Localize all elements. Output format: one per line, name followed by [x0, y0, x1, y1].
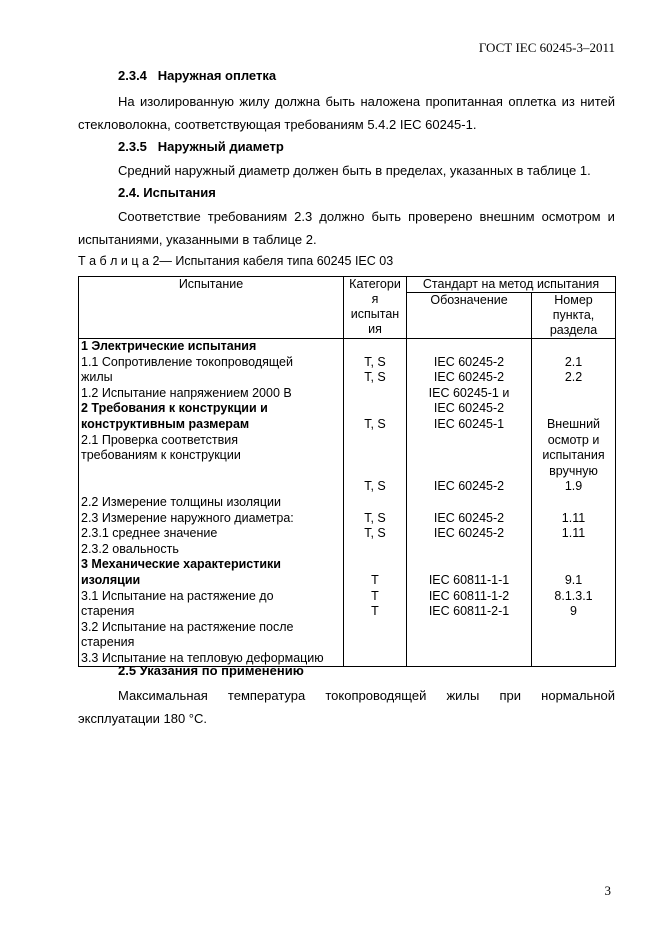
table-cell-des: IEC 60245-2 [433, 401, 505, 416]
table-cell-cl: 2.2 [564, 370, 583, 385]
header-designation: Обозначение [407, 293, 532, 339]
table-cell-test: 2.3.2 овальность [81, 541, 179, 556]
word: наложена [360, 94, 421, 109]
table-cell-test: 2.3 Измерение наружного диаметра: [81, 510, 294, 525]
header-clause: Номер пункта, раздела [532, 293, 616, 339]
table-cell-des: IEC 60811-1-1 [428, 572, 510, 587]
table-body-row [79, 339, 616, 667]
table-cell-cl: 1.11 [561, 526, 586, 541]
table-cell-cl: Внешний [546, 416, 601, 431]
table-cell-test [81, 464, 341, 480]
word: температура [227, 688, 306, 703]
table-cell-cat [346, 542, 404, 558]
table-cell-cat [346, 401, 404, 417]
table-cell-cl [534, 557, 613, 573]
word: жилы [446, 688, 480, 703]
word: требованиям [207, 209, 288, 224]
table-cell-cl [534, 635, 613, 651]
word: нитей [580, 94, 615, 109]
section-number: 2.3.5 [118, 139, 147, 154]
paragraph-line: Средний наружный диаметр должен быть в пределах, указанных в таблице 1. [118, 163, 591, 178]
table-cell-cl: вручную [549, 463, 598, 478]
table-cell-cl [534, 495, 613, 511]
table-cell-cat: T [371, 604, 379, 619]
word: нормальной [541, 688, 615, 703]
header-test: Испытание [79, 277, 344, 339]
table-cell-test: 3 Механические характеристики [81, 557, 281, 572]
table-cell-cl: 8.1.3.1 [554, 588, 593, 603]
word: Соответствие [118, 209, 201, 224]
table-cell-des [409, 339, 529, 355]
table-cell-test: 2.1 Проверка соответствия [81, 432, 239, 447]
table-cell-des: IEC 60245-2 [433, 370, 505, 385]
table-cell-test: 3.2 Испытание на растяжение после [81, 619, 294, 634]
column-category [344, 339, 407, 667]
table-cell-test: жилы [81, 370, 113, 385]
table-cell-des [409, 620, 529, 636]
table-cell-test: старения [81, 604, 135, 619]
table-caption-label: Т а б л и ц а 2 [78, 254, 160, 268]
table-cell-test: 1 Электрические испытания [81, 339, 257, 353]
table-cell-des: IEC 60811-1-2 [428, 588, 510, 603]
table-cell-des [409, 635, 529, 651]
table-cell-cl: 1.11 [561, 510, 586, 525]
table-cell-test [81, 479, 341, 495]
section-heading-2-3-5 [118, 139, 284, 154]
table-cell-des [409, 495, 529, 511]
header-standard: Стандарт на метод испытания [407, 277, 616, 293]
word: должно [319, 209, 365, 224]
paragraph-line: эксплуатации 180 °С. [78, 711, 208, 726]
table-cell-test: 2.3.1 среднее значение [81, 526, 218, 541]
table-cell-des [409, 433, 529, 449]
table-cell-test: 2 Требования к конструкции и [81, 401, 268, 416]
table-cell-des: IEC 60245-1 [433, 416, 505, 431]
table-cell-cat [346, 464, 404, 480]
table-cell-cl [534, 542, 613, 558]
word: из [561, 94, 575, 109]
table-cell-cat: T, S [364, 354, 386, 369]
word: при [499, 688, 522, 703]
table-cell-test: 3.3 Испытание на тепловую деформацию [81, 650, 324, 665]
table-cell-des [409, 651, 529, 667]
table-cell-cat [346, 635, 404, 651]
table-cell-des: IEC 60811-2-1 [428, 604, 510, 619]
table-cell-cat: T, S [364, 370, 386, 385]
table-caption [78, 254, 393, 268]
table-cell-cat [346, 448, 404, 464]
table-cell-des: IEC 60245-2 [433, 479, 505, 494]
table-cell-des: IEC 60245-2 [433, 510, 505, 525]
word: пропитанная [425, 94, 503, 109]
header-category: Категори я испытан ия [344, 277, 407, 339]
table-cell-cat [346, 433, 404, 449]
column-test [79, 339, 344, 667]
table-cell-cat: T [371, 572, 379, 587]
table-cell-cl [534, 339, 613, 355]
table-cell-cat [346, 651, 404, 667]
word: На [118, 94, 135, 109]
word: быть [371, 209, 402, 224]
section-heading-2-3-4 [118, 68, 276, 83]
paragraph-line: стекловолокна, соответствующая требованиям 5.4.2 IEC 60245-1. [78, 117, 477, 132]
table-cell-test: изоляции [81, 572, 141, 587]
table-cell-test: 1.2 Испытание напряжением 2000 В [81, 385, 292, 400]
table-cell-test: 2.2 Измерение толщины изоляции [81, 494, 281, 509]
column-designation [407, 339, 532, 667]
table-cell-test: 3.1 Испытание на растяжение до [81, 588, 274, 603]
table-cell-test: старения [81, 635, 135, 650]
table-cell-cat [346, 620, 404, 636]
table-cell-des: IEC 60245-2 [433, 526, 505, 541]
paragraph-line: испытаниями, указанными в таблице 2. [78, 232, 317, 247]
table-cell-cat [346, 386, 404, 402]
table-cell-cat: T, S [364, 510, 386, 525]
word: внешним [479, 209, 535, 224]
section-number: 2.3.4 [118, 68, 147, 83]
word: и [607, 209, 615, 224]
table-cell-des [409, 448, 529, 464]
table-cell-test: требованиям к конструкции [81, 448, 241, 463]
table-cell-cl [534, 620, 613, 636]
table-cell-cl: испытания [542, 448, 605, 463]
table-cell-cat [346, 557, 404, 573]
word: быть [325, 94, 356, 109]
table-cell-cat [346, 339, 404, 355]
table-cell-cl: осмотр и [547, 432, 600, 447]
table-cell-test: конструктивным размерам [81, 416, 250, 431]
table-cell-cat: T [371, 588, 379, 603]
table-caption-text: — Испытания кабеля типа 60245 IEC 03 [159, 254, 394, 268]
section-title: Наружный диаметр [157, 139, 284, 154]
table-cell-cat: T, S [364, 526, 386, 541]
table-cell-cat: T, S [364, 416, 386, 431]
word: Максимальная [118, 688, 208, 703]
table-cell-cl: 2.1 [564, 354, 583, 369]
section-heading-2-5: 2.5 Указания по применению [118, 663, 304, 678]
document-header: ГОСТ IEC 60245-3–2011 [478, 40, 615, 55]
word: проверено [408, 209, 473, 224]
tests-table [78, 276, 616, 667]
table-cell-des [409, 464, 529, 480]
word: 2.3 [294, 209, 313, 224]
table-cell-cl: 1.9 [564, 479, 583, 494]
table-cell-cat [346, 495, 404, 511]
word: осмотром [541, 209, 601, 224]
table-cell-des [409, 542, 529, 558]
table-cell-des: IEC 60245-1 и [428, 385, 510, 400]
table-cell-cl [534, 401, 613, 417]
table-cell-cl: 9 [570, 604, 577, 619]
table-cell-cl [534, 386, 613, 402]
table-cell-cl [534, 651, 613, 667]
word: жилу [239, 94, 270, 109]
paragraph-line [118, 94, 615, 109]
word: изолированную [140, 94, 234, 109]
column-clause [532, 339, 616, 667]
section-heading-2-4: 2.4. Испытания [118, 185, 216, 200]
section-title: Наружная оплетка [157, 68, 277, 83]
paragraph-line [118, 209, 615, 224]
word: токопроводящей [325, 688, 427, 703]
word: должна [274, 94, 321, 109]
word: оплетка [508, 94, 557, 109]
table-cell-cl: 9.1 [564, 572, 583, 587]
table-cell-test: 1.1 Сопротивление токопроводящей [81, 354, 293, 369]
table-cell-des: IEC 60245-2 [433, 354, 505, 369]
table-header-row [79, 277, 616, 293]
paragraph-line [118, 688, 615, 703]
page-number: 3 [604, 883, 611, 898]
table-cell-des [409, 557, 529, 573]
table-cell-cat: T, S [364, 479, 386, 494]
